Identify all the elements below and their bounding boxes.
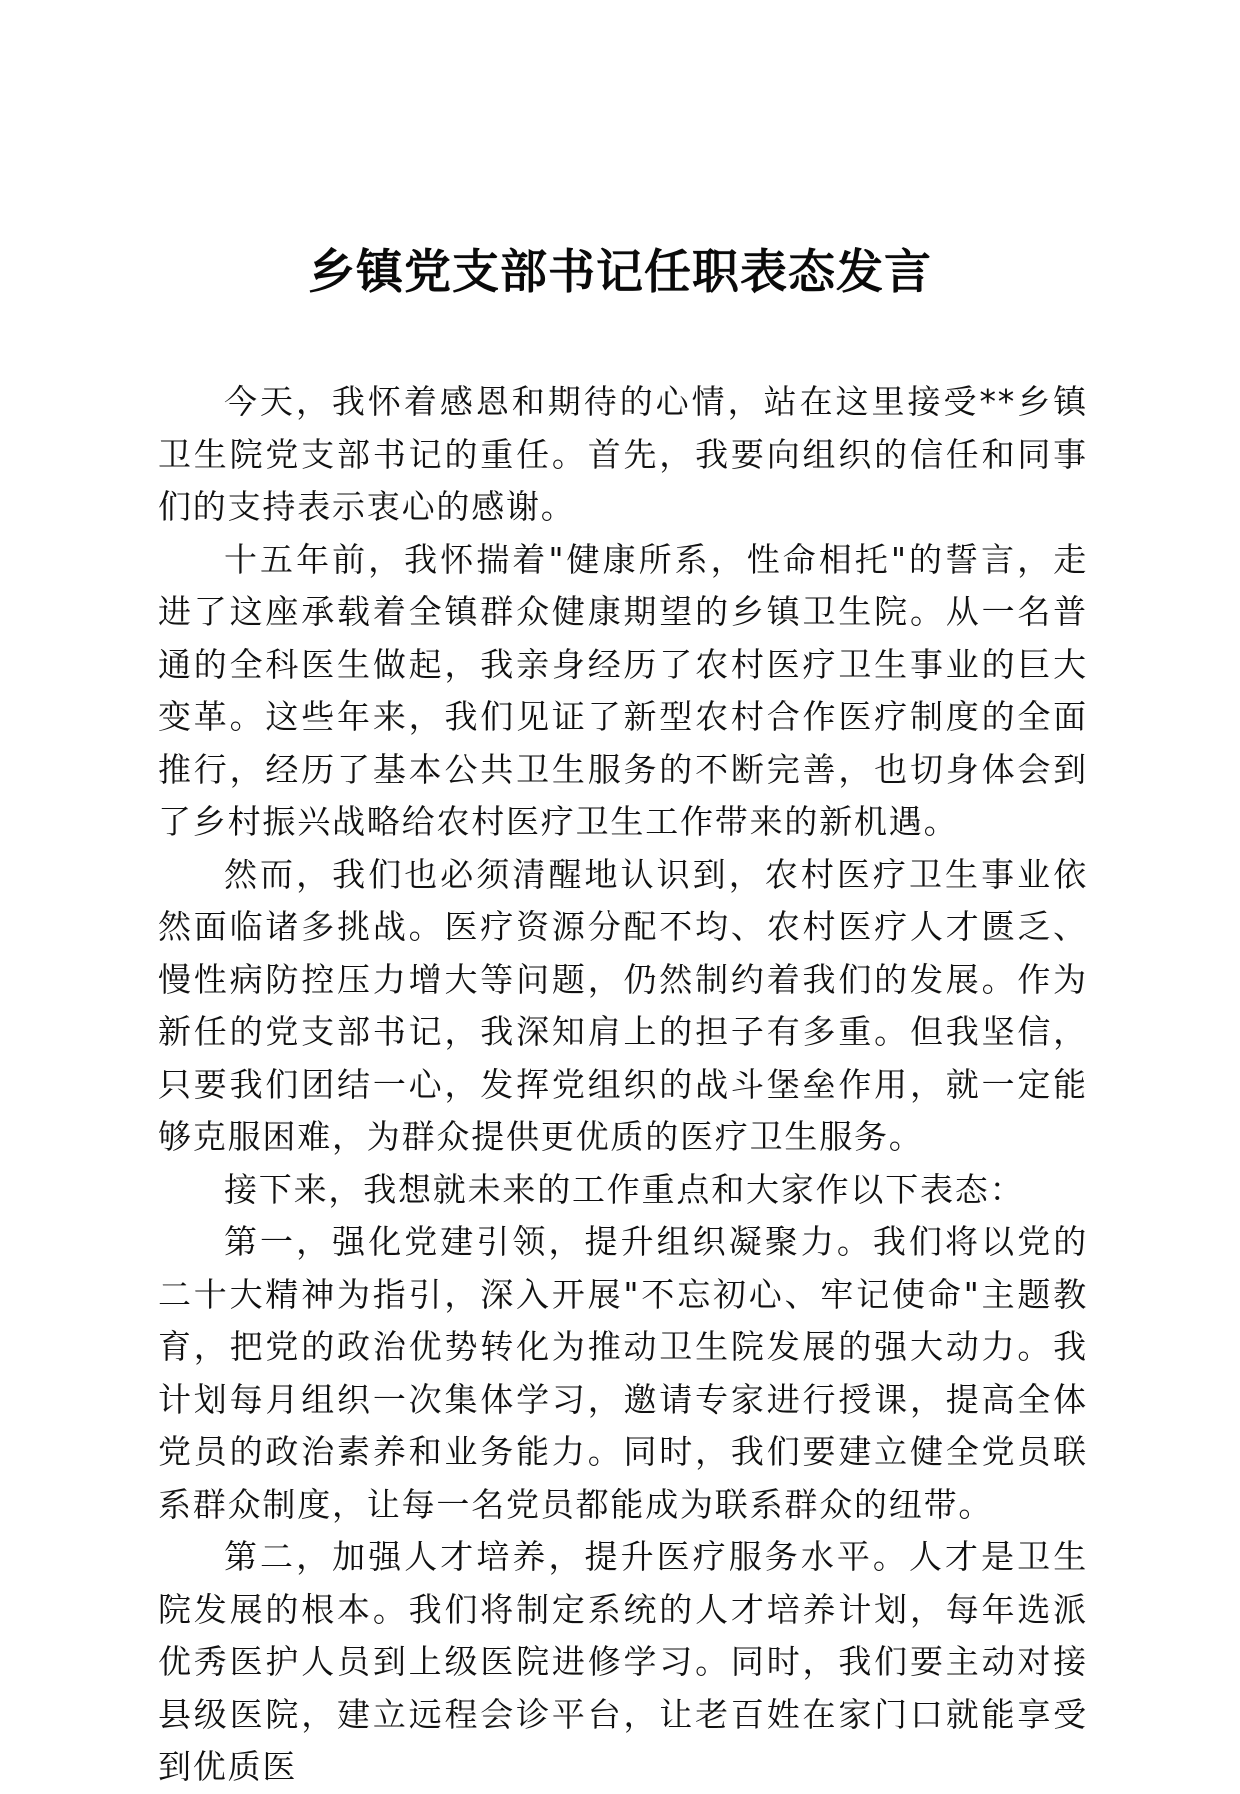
paragraph: 然而，我们也必须清醒地认识到，农村医疗卫生事业依然面临诸多挑战。医疗资源分配不均、农村医疗人才匮乏、慢性病防控压力增大等问题，仍然制约着我们的发展。作为新任的党支部书记，我深知肩上的担子有多重。但我坚信，只要我们团结一心，发挥党组织的战斗堡垒作用，就一定能够克服困难，为群众提供更优质的医疗卫生服务。 [158,854,1088,1156]
paragraph: 第一，强化党建引领，提升组织凝聚力。我们将以党的二十大精神为指引，深入开展"不忘初心、牢记使命"主题教育，把党的政治优势转化为推动卫生院发展的强大动力。我计划每月组织一次集体学习，邀请专家进行授课，提高全体党员的政治素养和业务能力。同时，我们要建立健全党员联系群众制度，让每一名党员都能成为联系群众的纽带。 [158,1222,1088,1524]
paragraph: 今天，我怀着感恩和期待的心情，站在这里接受**乡镇卫生院党支部书记的重任。首先，我要向组织的信任和同事们的支持表示衷心的感谢。 [158,382,1088,526]
paragraph: 十五年前，我怀揣着"健康所系，性命相托"的誓言，走进了这座承载着全镇群众健康期望的乡镇卫生院。从一名普通的全科医生做起，我亲身经历了农村医疗卫生事业的巨大变革。这些年来，我们见证了新型农村合作医疗制度的全面推行，经历了基本公共卫生服务的不断完善，也切身体会到了乡村振兴战略给农村医疗卫生工作带来的新机遇。 [158,539,1088,841]
paragraph: 接下来，我想就未来的工作重点和大家作以下表态： [224,1169,1025,1209]
paragraph: 第二，加强人才培养，提升医疗服务水平。人才是卫生院发展的根本。我们将制定系统的人才培养计划，每年选派优秀医护人员到上级医院进修学习。同时，我们要主动对接县级医院，建立远程会诊平台，让老百姓在家门口就能享受到优质医 [158,1537,1088,1786]
document-body [158,376,1088,1794]
document-title: 乡镇党支部书记任职表态发言 [308,245,932,300]
